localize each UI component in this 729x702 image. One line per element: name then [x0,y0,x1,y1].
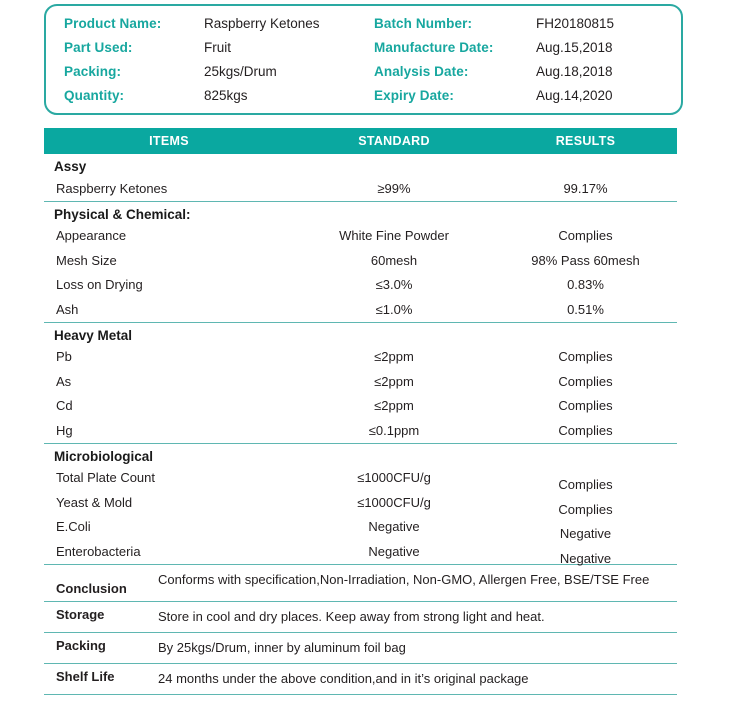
section-title: Microbiological [54,448,154,464]
info-label: Packing: [64,63,122,79]
cell-item: Mesh Size [56,252,117,268]
cell-standard: ≤3.0% [375,277,413,293]
section-title: Assy [54,159,87,174]
table-row [44,369,677,394]
table-section [44,202,677,323]
info-label: Product Name: [64,16,162,32]
table-row [44,297,677,322]
column-header-results: RESULTS [555,134,616,148]
table-section [44,154,677,202]
table-row [44,394,677,419]
table-header-row [44,128,677,154]
footer-row-label: Shelf Life [56,668,115,684]
footer-row [44,664,677,695]
info-value: Raspberry Ketones [204,16,320,32]
cell-result: Complies [558,501,613,517]
cell-item: Loss on Drying [56,277,143,293]
footer-row-text: By 25kgs/Drum, inner by aluminum foil bag [158,639,406,655]
product-info-grid [46,6,681,113]
cell-item: Appearance [56,228,127,244]
table-row [44,345,677,370]
cell-item: Yeast & Mold [56,494,133,510]
footer-row [44,633,677,664]
table-footer [44,565,677,695]
info-value: 825kgs [204,87,248,103]
cell-standard: ≤2ppm [374,349,414,365]
cell-standard: ≤1.0% [375,301,413,317]
cell-item: Hg [56,422,73,438]
cell-result: 99.17% [563,180,608,196]
footer-row-text: 24 months under the above condition,and in it’s original package [158,670,529,686]
table-row [44,539,677,564]
footer-row-text: Store in cool and dry places. Keep away from strong light and heat. [158,608,545,624]
footer-row [44,602,677,633]
info-value: FH20180815 [536,16,615,32]
section-title: Heavy Metal [54,327,133,343]
cell-result: 0.83% [567,277,604,293]
info-label: Expiry Date: [374,87,454,103]
certificate-of-analysis-table [44,128,677,695]
cell-standard: ≤2ppm [374,398,414,414]
footer-row [44,565,677,602]
column-header-items: ITEMS [149,134,189,148]
cell-item: Cd [56,398,73,414]
table-row [44,490,677,515]
cell-standard: White Fine Powder [339,228,449,244]
cell-standard: ≤2ppm [374,373,414,389]
table-row [44,273,677,298]
footer-row-label: Conclusion [56,580,127,596]
cell-standard: ≤0.1ppm [368,422,420,438]
footer-row-label: Storage [56,606,105,622]
cell-result: Complies [558,477,613,493]
info-label: Part Used: [64,40,133,56]
info-value: Aug.15,2018 [536,40,613,56]
table-row [44,248,677,273]
cell-result: Complies [558,228,613,244]
table-section [44,444,677,565]
table-row [44,466,677,491]
table-body [44,154,677,565]
table-row [44,515,677,540]
cell-item: Pb [56,349,72,365]
info-value: 25kgs/Drum [204,63,277,79]
cell-result: Negative [559,526,612,542]
info-label: Analysis Date: [374,63,469,79]
table-row [44,418,677,443]
info-value: Fruit [204,40,231,56]
table-row [44,224,677,249]
cell-standard: ≤1000CFU/g [357,494,431,510]
product-info-box [44,4,683,115]
info-label: Manufacture Date: [374,40,494,56]
table-section [44,323,677,444]
cell-result: Complies [558,398,613,414]
footer-row-text: Conforms with specification,Non-Irradiation, Non-GMO, Allergen Free, BSE/TSE Free [158,571,650,587]
cell-result: 0.51% [567,301,604,317]
cell-item: Ash [56,301,79,317]
cell-standard: 60mesh [370,252,418,268]
cell-result: Complies [558,422,613,438]
table-row [44,176,677,201]
cell-result: Complies [558,373,613,389]
cell-result: Complies [558,349,613,365]
cell-standard: Negative [368,543,420,559]
cell-result: 98% Pass 60mesh [531,252,640,268]
cell-item: Raspberry Ketones [56,180,168,196]
info-value: Aug.14,2020 [536,87,613,103]
info-label: Batch Number: [374,16,473,32]
info-value: Aug.18,2018 [536,63,613,79]
info-label: Quantity: [64,87,125,103]
footer-row-label: Packing [56,637,106,653]
column-header-standard: STANDARD [358,134,430,148]
cell-standard: ≤1000CFU/g [357,470,431,486]
cell-item: E.Coli [56,519,91,535]
section-title: Physical & Chemical: [54,206,191,222]
cell-standard: Negative [368,519,420,535]
cell-item: As [56,373,72,389]
cell-item: Enterobacteria [56,543,141,559]
cell-standard: ≥99% [377,180,411,196]
cell-result: Negative [559,550,612,566]
cell-item: Total Plate Count [56,470,156,486]
